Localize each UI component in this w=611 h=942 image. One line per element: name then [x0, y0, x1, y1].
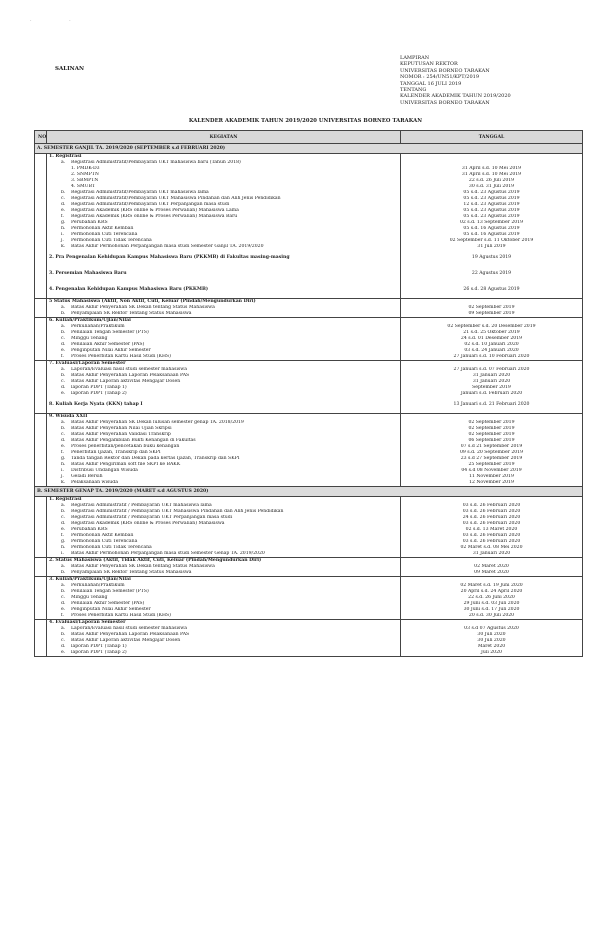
item-text: Permohonan Cuti Terencana — [71, 539, 138, 544]
item-text: 7. Evaluasi/Laporan Semester — [49, 361, 126, 366]
item-letter: i. — [61, 468, 64, 473]
item-letter: b. — [61, 190, 66, 195]
item-text: Batas Akhir Penyerahan Laporan Pelaksanaan PAS — [71, 632, 190, 637]
item-text: Proses Penerbitan Kartu Hasil Studi (KHS) — [71, 354, 171, 359]
item-text: 2. SNMPTN — [71, 172, 99, 177]
cell-tanggal: 21 s.d. 25 Oktober 2019 — [401, 330, 583, 336]
item-text: Penyampaian SK Rektor Tentang Status Mahasiswa — [71, 311, 192, 316]
item-text: Perkuliahan/Praktikum — [71, 324, 125, 329]
item-text: 1. PMDK-D3 — [71, 166, 100, 171]
cell-kegiatan — [47, 250, 401, 266]
item-letter: e. — [61, 444, 66, 449]
scan-marks: · · — [30, 18, 89, 24]
cell-no — [35, 282, 47, 299]
cell-tanggal: 22 s.d. 26 Juni 2020 — [401, 595, 583, 601]
item-text: Laporan/Evaluasi hasil studi semester mahasiswa — [71, 626, 187, 631]
item-letter: c. — [61, 336, 66, 341]
item-text: Tanda tangan Rektor dan Dekan pada kertas Ijazah, Transkrip dan SKPI — [71, 456, 240, 461]
item-text: Batas Akhir Penyerahan Nilai Ujian Skripsi — [71, 426, 172, 431]
item-letter: f. — [61, 354, 64, 359]
cell-tanggal: 09 September 2019 — [401, 311, 583, 318]
cell-tanggal: Januari s.d. Februari 2020 — [401, 391, 583, 397]
item-text: Penilaian Tengah Semester (PTS) — [71, 330, 149, 335]
item-text: 9. Wisuda XXII — [49, 414, 88, 419]
item-text: Proses Penerbitan Kartu Hasil Studi (KHS) — [71, 613, 171, 618]
item-text: Batas Akhir Permohonan Perpanjangan masa studi Semester Ganjil TA. 2019/2020 — [71, 244, 264, 249]
item-letter: d. — [61, 385, 66, 390]
item-text: Registrasi Akademik (KRS online & Proses Perwalian) Mahasiswa Baru — [71, 214, 238, 219]
cell-tanggal: 06 September 2019 — [401, 438, 583, 444]
cell-tanggal: Juli 2020 — [401, 650, 583, 657]
item-letter: b. — [61, 311, 66, 316]
cell-tanggal: 02 September s.d. 11 Oktober 2019 — [401, 238, 583, 244]
semester-header-row — [35, 487, 583, 497]
section-row — [35, 397, 583, 414]
item-text: Registrasi Administratif / Pembayaran UKT mahasiswa lama — [71, 503, 212, 508]
item-letter: b. — [61, 589, 66, 594]
item-text: 6. Kuliah/Praktikum/Ujian/Nilai — [49, 318, 131, 323]
cell-no — [35, 250, 47, 266]
cell-tanggal: 02 Maret s.d. 08 Mei 2020 — [401, 545, 583, 551]
item-text: Batas Akhir Pengambilan Bukti Kenangan di Fakultas — [71, 438, 196, 443]
cell-tanggal: 02 s.d. 13 September 2019 — [401, 220, 583, 226]
cell-tanggal: 04 s.d 08 November 2019 — [401, 468, 583, 474]
cell-tanggal: 27 Januari s.d. 10 Februari 2020 — [401, 354, 583, 361]
academic-calendar-table — [34, 130, 583, 657]
cell-tanggal: 02 September 2019 — [401, 420, 583, 426]
item-text: 5 Status Mahasiswa (Aktif, Non Aktif, Cuti, Keluar (Pindah/Mengundurkan Diri) — [49, 299, 256, 304]
lampiran-line: KEPUTUSAN REKTOR — [400, 61, 458, 68]
item-text: Registrasi Administratif/Pembayaran UKT mahasiswa baru (Tahun 2018) — [71, 160, 241, 165]
item-text: Batas Akhir Penyerahan SK Dekan lulusan semester genap TA. 2018/2019 — [71, 420, 244, 425]
section-row — [35, 266, 583, 282]
item-letter: a. — [61, 367, 66, 372]
item-letter: a. — [61, 420, 66, 425]
item-letter: b. — [61, 570, 66, 575]
item-text: Penilaian Akhir Semester (PAS) — [71, 601, 145, 606]
cell-tanggal: 30 Juni s.d. 17 Juli 2020 — [401, 607, 583, 613]
item-letter: i. — [61, 232, 64, 237]
salinan-label: SALINAN — [55, 66, 85, 72]
item-letter: f. — [61, 533, 64, 538]
cell-kegiatan — [47, 650, 401, 657]
cell-tanggal: 22 s.d. 26 Juli 2019 — [401, 178, 583, 184]
cell-tanggal: 30 Juli 2020 — [401, 638, 583, 644]
cell-tanggal: 31 April s.d. 10 Mei 2019 — [401, 172, 583, 178]
item-letter: e. — [61, 208, 66, 213]
item-letter: g. — [61, 539, 66, 544]
table-header-row — [35, 131, 583, 144]
item-text: Batas Akhir Laporan aktivitas Mengajar Dosen — [71, 638, 181, 643]
item-letter: j. — [61, 238, 64, 243]
item-letter: d. — [61, 601, 66, 606]
item-letter: d. — [61, 202, 66, 207]
item-letter: e. — [61, 527, 66, 532]
item-letter: h. — [61, 545, 66, 550]
item-letter: h. — [61, 226, 66, 231]
item-letter: c. — [61, 379, 66, 384]
item-text: Perkuliahan/Praktikum — [71, 583, 125, 588]
item-text: Batas Akhir Penyerahan Laporan Pelaksanaan PAS — [71, 373, 190, 378]
cell-tanggal: 29 Juni s.d. 03 Juli 2020 — [401, 601, 583, 607]
item-letter: b. — [61, 509, 66, 514]
item-letter: f. — [61, 450, 64, 455]
cell-tanggal: 31 April s.d. 10 Mei 2019 — [401, 166, 583, 172]
lampiran-line: TANGGAL 16 JULI 2019 — [400, 80, 462, 87]
item-text: Perubahan KRS — [71, 220, 108, 225]
item-letter: g. — [61, 456, 66, 461]
item-letter: f. — [61, 613, 64, 618]
cell-tanggal: 24 s.d. 01 Desember 2019 — [401, 336, 583, 342]
cell-tanggal: 09 Maret 2020 — [401, 570, 583, 577]
item-text: Minggu Tenang — [71, 595, 108, 600]
cell-tanggal: 26 s.d. 28 Agustus 2019 — [401, 282, 583, 299]
cell-tanggal: 19 Agustus 2019 — [401, 250, 583, 266]
table-row — [35, 650, 583, 657]
item-text: Registrasi Administratif/Pembayaran UKT Mahasiswa Pindahan dan Alih Jenis Pendidikan — [71, 196, 281, 201]
item-text: Batas Akhir Pengiriman soft file SKPI ke BAKK — [71, 462, 181, 467]
item-text: Minggu Tenang — [71, 336, 108, 341]
cell-tanggal: 20 s.d. 30 Juli 2020 — [401, 613, 583, 620]
item-text: Batas Akhir Penyerahan SK Dekan tentang Status Mahasiswa — [71, 564, 215, 569]
cell-kegiatan — [47, 397, 401, 414]
item-letter: b. — [61, 632, 66, 637]
item-text: Batas Akhir Permohonan Perpanjangan masa studi Semester Genap TA. 2019/2020 — [71, 551, 265, 556]
item-text: Registrasi Administratif / Pembayaran UKT Mahasiswa Pindahan dan Alih Jenis Pendidikan — [71, 509, 284, 514]
item-letter: k. — [61, 480, 66, 485]
item-letter: g. — [61, 220, 66, 225]
item-letter: e. — [61, 348, 66, 353]
item-text: 3. SBMPTN — [71, 178, 99, 183]
cell-tanggal: 31 Juli 2019 — [401, 244, 583, 250]
item-text: Laporan/Evaluasi hasil studi semester mahasiswa — [71, 367, 187, 372]
cell-tanggal: 03 s.d. 26 Februari 2020 — [401, 509, 583, 515]
item-text: Permohonan Cuti Tidak Terencana — [71, 545, 152, 550]
cell-tanggal: 30 s.d. 31 Juli 2019 — [401, 184, 583, 190]
item-text: Registrasi Administratif/Pembayaran UKT mahasiswa lama — [71, 190, 209, 195]
item-text: 1. Registrasi — [49, 154, 82, 159]
document-title: KALENDER AKADEMIK TAHUN 2019/2020 UNIVERSITAS BORNEO TARAKAN — [188, 118, 423, 124]
lampiran-line: TENTANG — [400, 87, 427, 94]
cell-tanggal: 12 s.d. 23 Agustus 2019 — [401, 202, 583, 208]
cell-tanggal: 03 s.d. 26 Februari 2020 — [401, 503, 583, 509]
item-letter: a. — [61, 583, 66, 588]
item-text: Registrasi Akademik (KRS online & Proses Perwalian) Mahasiswa — [71, 521, 225, 526]
item-text: 4. Pengenalan Kehidupan Kampus Mahasiswa Baru (PKKMB) — [49, 287, 209, 292]
cell-tanggal: 02 s.d. 10 Januari 2020 — [401, 342, 583, 348]
section-row — [35, 250, 583, 266]
item-letter: e. — [61, 607, 66, 612]
item-letter: h. — [61, 462, 66, 467]
cell-tanggal: 31 Januari 2020 — [401, 551, 583, 558]
cell-tanggal: 09 s.d. 20 September 2019 — [401, 450, 583, 456]
cell-tanggal: 23 s.d 27 September 2019 — [401, 456, 583, 462]
item-letter: c. — [61, 638, 66, 643]
item-letter: b. — [61, 426, 66, 431]
item-text: Proses penerbitan/pencetakan buku kenangan — [71, 444, 180, 449]
cell-tanggal: 12 November 2019 — [401, 480, 583, 487]
cell-tanggal: 03 s.d 07 Agustus 2020 — [401, 626, 583, 632]
item-letter: c. — [61, 515, 66, 520]
item-text: Permohonan Aktif Kembali — [71, 533, 134, 538]
item-letter: a. — [61, 160, 66, 165]
section-row — [35, 282, 583, 299]
item-text: 1. Registrasi — [49, 497, 82, 502]
cell-tanggal: 02 September 2019 — [401, 432, 583, 438]
cell-tanggal: 05 s.d. 23 Agustus 2019 — [401, 196, 583, 202]
item-text: Penilaian Akhir Semester (PAS) — [71, 342, 145, 347]
item-text: Penerbitan Ijazah, Transkrip dan SKPI — [71, 450, 161, 455]
item-letter: c. — [61, 432, 66, 437]
item-letter: e. — [61, 391, 66, 396]
item-text: laporan PDPT (Tahap 1) — [71, 385, 127, 390]
cell-tanggal: September 2019 — [401, 385, 583, 391]
column-header-no: NO — [35, 131, 47, 144]
column-header-kegiatan: KEGIATAN — [47, 131, 401, 144]
item-text: laporan PDPT (Tahap 1) — [71, 644, 127, 649]
item-text: 4. SMUBT — [71, 184, 96, 189]
item-text: Permohonan Cuti Terencana — [71, 232, 138, 237]
cell-kegiatan — [47, 266, 401, 282]
item-letter: d. — [61, 438, 66, 443]
cell-tanggal: 05 s.d. 23 Agustus 2019 — [401, 208, 583, 214]
item-letter: a. — [61, 324, 66, 329]
cell-tanggal: 02 September s.d. 20 Desember 2019 — [401, 324, 583, 330]
item-text: 3. Persemian Mahasiswa Baru — [49, 271, 127, 276]
item-text: 2. Status Mahasiswa (Aktif, Tidak Aktif, Cuti, Keluar (Pindah/Mengundurkan Diri) — [49, 558, 262, 563]
item-text: Penginputan Nilai Akhir Semester — [71, 607, 151, 612]
cell-tanggal: 02 September 2019 — [401, 426, 583, 432]
cell-no — [35, 397, 47, 414]
cell-tanggal: Maret 2020 — [401, 644, 583, 650]
item-letter: a. — [61, 503, 66, 508]
cell-tanggal: 27 Januari s.d. 07 Februari 2020 — [401, 367, 583, 373]
cell-tanggal: 05 s.d. 23 Agustus 2019 — [401, 190, 583, 196]
item-text: Batas Akhir Penyerahan Validasi Transkrip — [71, 432, 171, 437]
cell-tanggal: 02 s.d. 13 Maret 2020 — [401, 527, 583, 533]
cell-tanggal: 25 September 2019 — [401, 462, 583, 468]
item-text: Batas Akhir Laporan aktivitas Mengajar Dosen — [71, 379, 181, 384]
item-text: Registrasi Akademik (KRS online & Proses Perwalian) Mahasiswa Lama — [71, 208, 239, 213]
item-text: 4. Evaluasi/Laporan Semester — [49, 620, 126, 625]
item-letter: a. — [61, 626, 66, 631]
item-text: Geladi Bersih — [71, 474, 103, 479]
cell-no — [35, 650, 47, 657]
item-letter: i. — [61, 551, 64, 556]
item-text: Penginputan Nilai Akhir Semester — [71, 348, 151, 353]
item-text: 8. Kuliah Kerja Nyata (KKN) tahap I — [49, 402, 143, 407]
semester-title: B. SEMESTER GENAP TA. 2019/2020 (MARET s.d AGUSTUS 2020) — [35, 487, 583, 497]
item-text: laporan PDPT (Tahap 2) — [71, 650, 127, 655]
item-letter: d. — [61, 644, 66, 649]
cell-tanggal: 13 Januari s.d. 21 Februari 2020 — [401, 397, 583, 414]
item-letter: c. — [61, 595, 66, 600]
item-text: Registrasi Administratif / Pembayaran UKT Perpanjangan masa studi — [71, 515, 233, 520]
cell-tanggal: 30 Juli 2020 — [401, 632, 583, 638]
cell-tanggal: 11 November 2019 — [401, 474, 583, 480]
cell-tanggal: 31 Januari 2020 — [401, 373, 583, 379]
item-letter: a. — [61, 305, 66, 310]
cell-tanggal: 02 September 2019 — [401, 305, 583, 311]
item-text: Perubahan KRS — [71, 527, 108, 532]
lampiran-line: LAMPIRAN — [400, 55, 430, 61]
item-text: laporan PDPT (Tahap 2) — [71, 391, 127, 396]
cell-tanggal: 22 Agustus 2019 — [401, 266, 583, 282]
lampiran-line: UNIVERSITAS BORNEO TARAKAN — [400, 99, 490, 106]
item-letter: k. — [61, 244, 66, 249]
item-letter: j. — [61, 474, 64, 479]
item-letter: f. — [61, 214, 64, 219]
item-letter: d. — [61, 342, 66, 347]
cell-tanggal: 05 s.d. 23 Agustus 2019 — [401, 214, 583, 220]
item-letter: d. — [61, 521, 66, 526]
cell-kegiatan — [47, 282, 401, 299]
cell-tanggal: 31 Januari 2020 — [401, 379, 583, 385]
item-letter: c. — [61, 196, 66, 201]
item-text: Penilaian Tengah Semester (PTS) — [71, 589, 149, 594]
cell-tanggal: 20 April s.d. 24 April 2020 — [401, 589, 583, 595]
lampiran-line: UNIVERSITAS BORNEO TARAKAN — [400, 67, 490, 74]
cell-no — [35, 266, 47, 282]
item-letter: a. — [61, 564, 66, 569]
cell-tanggal: 03 s.d. 26 Februari 2020 — [401, 533, 583, 539]
cell-tanggal: 03 s.d. 24 Januari 2020 — [401, 348, 583, 354]
cell-tanggal: 02 Maret s.d. 19 Juni 2020 — [401, 583, 583, 589]
cell-tanggal: 03 s.d. 26 Februari 2020 — [401, 521, 583, 527]
item-text: 3. Kuliah/Praktikum/Ujian/Nilai — [49, 577, 131, 582]
item-letter: b. — [61, 330, 66, 335]
lampiran-line: NOMOR : 254/UN51/KPT/2019 — [400, 74, 480, 81]
semester-header-row — [35, 144, 583, 154]
item-text: 2. Pra Pengenalan Kehidupan Kampus Mahasiswa Baru (PKKMB) di Fakultas masing-masing — [49, 255, 290, 260]
cell-tanggal: 05 s.d. 16 Agustus 2019 — [401, 226, 583, 232]
column-header-tanggal: TANGGAL — [401, 131, 583, 144]
lampiran-block — [400, 55, 511, 106]
item-text: Penyampaian SK Rektor Tentang Status Mahasiswa — [71, 570, 192, 575]
cell-tanggal: 02 Maret 2020 — [401, 564, 583, 570]
lampiran-line: KALENDER AKADEMIK TAHUN 2019/2020 — [400, 93, 511, 100]
item-letter: b. — [61, 373, 66, 378]
item-text: Registrasi Administratif/Pembayaran UKT Perpanjangan masa studi — [71, 202, 230, 207]
item-text: Permohonan Aktif Kembali — [71, 226, 134, 231]
item-text: Distribusi Undangan Wisuda — [71, 468, 138, 473]
item-text: Permohonan Cuti Tidak Terencana — [71, 238, 152, 243]
item-text: Pelaksanaan wisuda — [71, 480, 118, 485]
semester-title: A. SEMESTER GANJIL TA. 2019/2020 (SEPTEMBER s.d FEBRUARI 2020) — [35, 144, 583, 154]
cell-tanggal: 07 s.d 21 September 2019 — [401, 444, 583, 450]
item-letter: e. — [61, 650, 66, 655]
cell-tanggal: 03 s.d. 26 Februari 2020 — [401, 539, 583, 545]
cell-tanggal: 05 s.d. 16 Agustus 2019 — [401, 232, 583, 238]
item-text: Batas Akhir Penyerahan SK Dekan tentang Status Mahasiswa — [71, 305, 215, 310]
cell-tanggal: 24 s.d. 26 Februari 2020 — [401, 515, 583, 521]
